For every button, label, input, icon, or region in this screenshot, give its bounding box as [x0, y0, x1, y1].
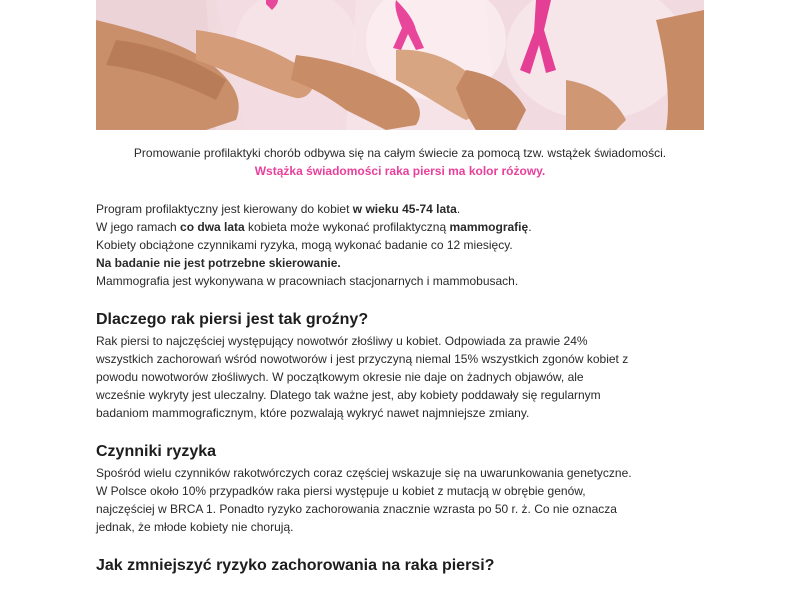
program-text: W jego ramach: [96, 220, 181, 234]
section-danger-line: powodu nowotworów złośliwych. W początkowym okresie nie daje on żadnych objawów, ale: [96, 370, 584, 384]
program-target-line: [96, 200, 460, 218]
program-location-line: Mammografia jest wykonywana w pracowniach stacjonarnych i mammobusach.: [96, 274, 519, 288]
program-text: kobieta może wykonać profilaktyczną: [244, 220, 450, 234]
ribbon-color-note: Wstążka świadomości raka piersi ma kolor różowy.: [254, 164, 546, 178]
section-danger-line: wcześnie wykryty jest uleczalny. Dlatego tak ważne jest, aby kobiety poddawały się regularnym: [96, 388, 601, 402]
program-text: .: [528, 220, 532, 234]
program-no-referral-line: Na badanie nie jest potrzebne skierowanie.: [96, 256, 341, 270]
intro-line: Promowanie profilaktyki chorób odbywa się na całym świecie za pomocą tzw. wstążek świadomości.: [133, 146, 667, 160]
section-danger-line: badaniom mammograficznym, które pozwalają wykryć nawet najmniejsze zmiany.: [96, 406, 530, 420]
section-risk-line: jednak, że młode kobiety nie chorują.: [96, 520, 294, 534]
program-frequency-line: [96, 218, 532, 236]
section-title-risk-factors: Czynniki ryzyka: [96, 443, 217, 460]
program-text: Program profilaktyczny jest kierowany do kobiet: [96, 202, 353, 216]
program-exam-name: mammografię: [449, 220, 529, 234]
section-risk-line: najczęściej w BRCA 1. Ponadto ryzyko zachorowania znacznie wzrasta po 50 r. ż. Co nie oznacza: [96, 502, 617, 516]
program-age-range: w wieku 45-74 lata: [352, 202, 457, 216]
program-risk-line: Kobiety obciążone czynnikami ryzyka, mogą wykonać badanie co 12 miesięcy.: [96, 238, 513, 252]
section-danger-line: wszystkich zachorowań wśród nowotworów i jest przyczyną niemal 15% wszystkich zgonów kobiet z: [96, 352, 629, 366]
section-title-reduce-risk: Jak zmniejszyć ryzyko zachorowania na raka piersi?: [96, 557, 495, 574]
hero-illustration: [96, 0, 704, 130]
section-title-danger: Dlaczego rak piersi jest tak groźny?: [96, 311, 369, 328]
program-text: .: [456, 202, 461, 216]
section-risk-line: W Polsce około 10% przypadków raka piersi występuje u kobiet z mutacją w obrębie genów,: [96, 484, 586, 498]
section-risk-line: Spośród wielu czynników rakotwórczych coraz częściej wskazuje się na uwarunkowania genetyczne.: [96, 466, 632, 480]
program-interval: co dwa lata: [180, 220, 245, 234]
hero-photo: [96, 0, 704, 130]
section-danger-line: Rak piersi to najczęściej występujący nowotwór złośliwy u kobiet. Odpowiada za prawie 24%: [96, 334, 588, 348]
